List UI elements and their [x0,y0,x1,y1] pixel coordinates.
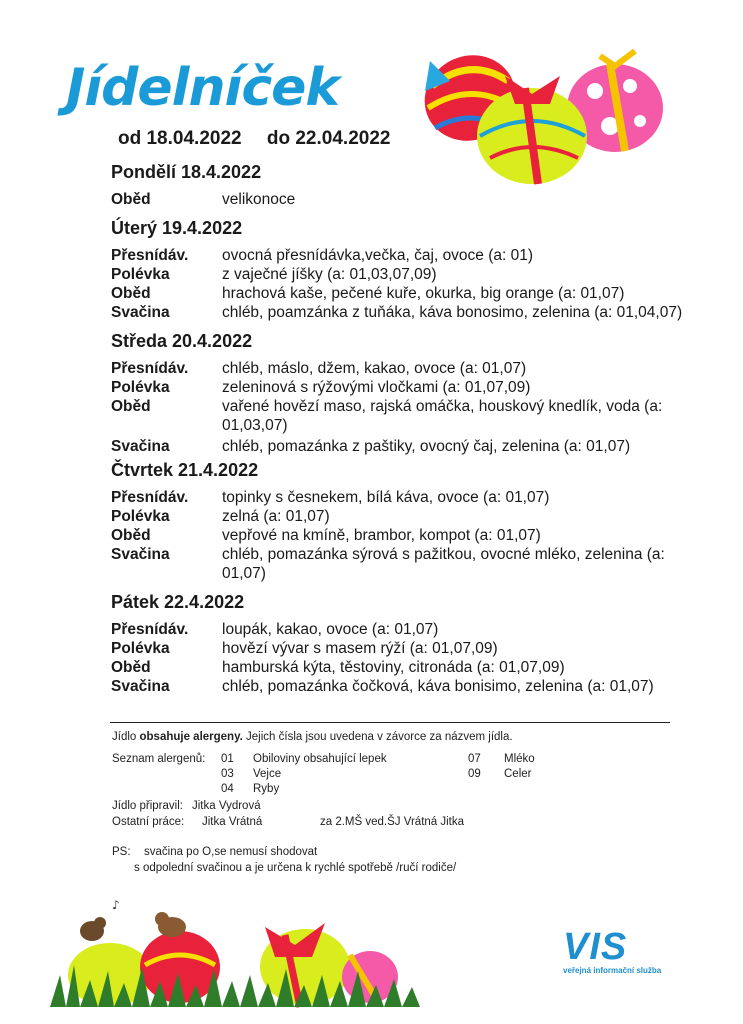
other-name: Jitka Vrátná [202,816,263,828]
menu-row [111,359,691,378]
meal-value: loupák, kakao, ovoce (a: 01,07) [222,621,439,638]
menu-row [111,378,691,397]
allergen-item [221,782,421,797]
day-section [111,460,691,583]
day-section [111,331,691,456]
allergen-code: 01 [221,753,234,765]
day-title: Středa 20.4.2022 [111,331,253,351]
meal-label: Oběd [111,398,151,415]
meal-value: zeleninová s rýžovými vločkami (a: 01,07,09) [222,379,531,396]
menu-row [111,437,691,456]
prepared-by [112,799,261,814]
other-work [112,815,262,830]
allergen-code: 04 [221,783,234,795]
allergen-code: 03 [221,768,234,780]
meal-value: hamburská kýta, těstoviny, citronáda (a: 01,07,09) [222,659,565,676]
menu-row [111,303,691,322]
meal-label: Oběd [111,191,151,208]
vis-logo [563,926,661,975]
day-title: Pátek 22.4.2022 [111,592,245,612]
menu-row [111,545,691,583]
meal-label: Oběd [111,285,151,302]
ps-line-1: svačina po O,se nemusí shodovat [144,846,318,858]
menu-row [111,658,691,677]
easter-grass-illustration [50,895,420,1010]
meal-label: Přesnídáv. [111,247,189,264]
meal-label: Svačina [111,678,170,695]
allergen-list-left [221,752,421,797]
meal-value: chléb, máslo, džem, kakao, ovoce (a: 01,07) [222,360,527,377]
allergen-note [112,730,513,745]
day-section [111,592,691,696]
meal-label: Oběd [111,527,151,544]
allergen-name: Ryby [253,783,280,795]
meal-label: Přesnídáv. [111,621,189,638]
menu-row [111,620,691,639]
svg-text:♪: ♪ [112,898,120,912]
meal-label: Svačina [111,546,170,563]
prepared-name: Jitka Vydrová [192,800,261,812]
signature: za 2.MŠ ved.ŠJ Vrátná Jitka [320,816,465,828]
day-section [111,162,691,209]
logo-tagline: veřejná informační služba [563,966,662,975]
other-label: Ostatní práce: [112,816,185,828]
logo-word: VIS [563,926,628,968]
meal-value: vařené hovězí maso, rajská omáčka, houskový knedlík, voda (a: 01,03,07) [222,398,663,434]
allergen-name: Mléko [504,753,535,765]
menu-row [111,284,691,303]
allergen-note-a: Jídlo [112,731,140,743]
meal-label: Polévka [111,508,170,525]
weekly-menu [111,162,691,696]
meal-value: chléb, pomazánka z paštiky, ovocný čaj, zelenina (a: 01,07) [222,438,631,455]
allergen-list-right [468,752,588,782]
day-title: Čtvrtek 21.4.2022 [111,460,259,480]
day-title: Úterý 19.4.2022 [111,218,243,238]
allergen-item [468,752,588,767]
allergen-note-c: Jejich čísla jsou uvedena v závorce za názvem jídla. [242,731,513,743]
meal-label: Svačina [111,438,170,455]
ps-label: PS: [112,846,131,858]
meal-value: chléb, poamzánka z tuňáka, káva bonosimo, zelenina (a: 01,04,07) [222,304,683,321]
menu-row [111,526,691,545]
day-section [111,218,691,322]
allergen-code: 07 [468,753,481,765]
allergen-name: Obiloviny obsahující lepek [253,753,387,765]
period-from: od 18.04.2022 [118,128,242,149]
meal-value: zelná (a: 01,07) [222,508,330,525]
menu-period [118,128,410,150]
meal-value: hrachová kaše, pečené kuře, okurka, big orange (a: 01,07) [222,285,625,302]
allergen-name: Celer [504,768,532,780]
menu-row [111,488,691,507]
meal-label: Přesnídáv. [111,360,189,377]
allergen-name: Vejce [253,768,282,780]
meal-value: chléb, pomazánka čočková, káva bonisimo, zelenina (a: 01,07) [222,678,654,695]
meal-label: Polévka [111,640,170,657]
menu-row [111,190,691,209]
allergen-item [468,767,588,782]
menu-row [111,246,691,265]
meal-label: Polévka [111,379,170,396]
meal-value: vepřové na kmíně, brambor, kompot (a: 01,07) [222,527,541,544]
day-title: Pondělí 18.4.2022 [111,162,262,182]
meal-value: topinky s česnekem, bílá káva, ovoce (a: 01,07) [222,489,550,506]
prepared-label: Jídlo připravil: [112,800,183,812]
menu-row [111,677,691,696]
meal-value: chléb, pomazánka sýrová s pažitkou, ovocné mléko, zelenina (a: 01,07) [222,546,665,582]
meal-label: Svačina [111,304,170,321]
ps-line-2: s odpolední svačinou a je určena k rychlé spotřebě /ručí rodiče/ [134,862,457,874]
meal-value: ovocná přesnídávka,večka, čaj, ovoce (a: 01) [222,247,534,264]
meal-value: z vaječné jíšky (a: 01,03,07,09) [222,266,437,283]
page-title: Jídelníček [66,58,340,118]
meal-value: velikonoce [222,191,296,208]
menu-row [111,507,691,526]
menu-row [111,397,691,435]
meal-label: Přesnídáv. [111,489,189,506]
allergen-item [221,767,421,782]
allergen-list-label: Seznam alergenů: [112,753,206,765]
meal-label: Polévka [111,266,170,283]
divider [110,722,670,723]
allergen-item [221,752,421,767]
period-to: do 22.04.2022 [266,128,391,149]
meal-label: Oběd [111,659,151,676]
allergen-code: 09 [468,768,481,780]
menu-row [111,639,691,658]
meal-value: hovězí vývar s masem rýží (a: 01,07,09) [222,640,498,657]
menu-row [111,265,691,284]
allergen-note-b: obsahuje alergeny. [139,731,243,743]
